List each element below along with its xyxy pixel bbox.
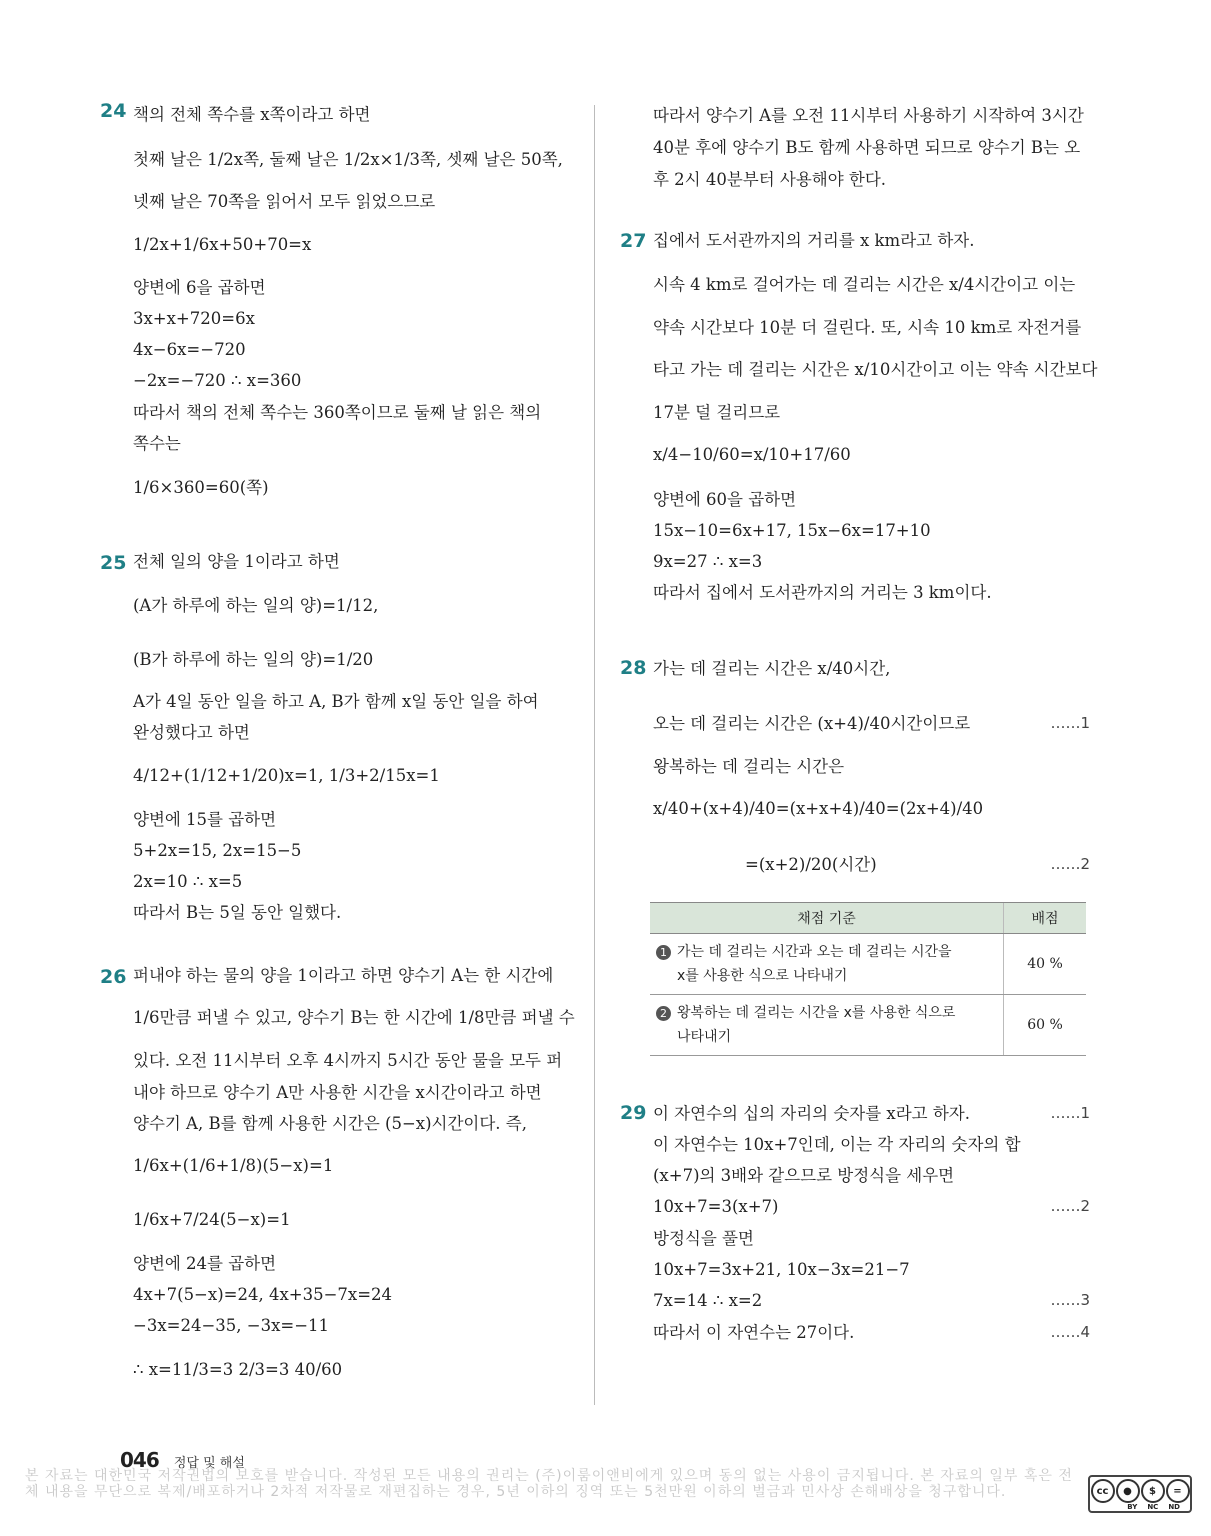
nc-label: NC <box>1147 1503 1159 1511</box>
table-header-points: 배점 <box>1004 903 1087 934</box>
points-cell: 60 % <box>1004 995 1087 1056</box>
line: 내야 하므로 양수기 A만 사용한 시간을 x시간이라고 하면 <box>133 1083 542 1102</box>
line: 전체 일의 양을 1이라고 하면 <box>133 552 340 571</box>
creative-commons-badge <box>1088 1475 1192 1513</box>
equation: 1/2x+1/6x+50+70=x <box>133 235 312 254</box>
criteria-cell <box>650 934 1004 995</box>
line: 따라서 집에서 도서관까지의 거리는 3 km이다. <box>653 583 992 602</box>
problem-28 <box>620 647 1090 1102</box>
equation: 9x=27 ∴ x=3 <box>653 552 763 571</box>
line: 타고 가는 데 걸리는 시간은 x/10시간이고 이는 약속 시간보다 <box>653 360 1098 379</box>
table-row <box>650 934 1086 995</box>
by-label: BY <box>1127 1503 1138 1511</box>
line: 40분 후에 양수기 B도 함께 사용하면 되므로 양수기 B는 오 <box>653 138 1081 157</box>
line: (B가 하루에 하는 일의 양)=1/20 <box>133 650 374 669</box>
copyright-notice: 본 자료는 대한민국 저작권법의 보호를 받습니다. 작성된 모든 내용의 권리는 (주)이룸이앤비에게 있으며 동의 없는 사용이 금지됩니다. 본 자료의 일부 혹은 전체 내용을 무단으로 복제/배포하거나 2차적 저작물로 재편집하는 경우, 5년 이하의 징역 또는 5천만원 이하의 벌금과 민사상 손해배상을 청구합니다. <box>25 1468 1073 1500</box>
by-icon: ● <box>1116 1479 1140 1503</box>
nd-label: ND <box>1168 1503 1180 1511</box>
table-row <box>650 995 1086 1056</box>
line: 왕복하는 데 걸리는 시간은 <box>653 757 845 776</box>
left-column <box>100 100 580 1388</box>
nc-icon: $ <box>1141 1479 1165 1503</box>
right-column <box>620 100 1098 1362</box>
scoring-table <box>650 902 1086 1056</box>
line: 양수기 A, B를 함께 사용한 시간은 (5−x)시간이다. 즉, <box>133 1114 527 1133</box>
step-marker-1: ……1 <box>1050 1104 1090 1122</box>
line: (x+7)의 3배와 같으므로 방정식을 세우면 <box>653 1166 955 1185</box>
criteria-text: 가는 데 걸리는 시간과 오는 데 걸리는 시간을 <box>677 944 952 960</box>
criteria-text: 나타내기 <box>677 1029 732 1045</box>
criteria-text: 왕복하는 데 걸리는 시간을 x를 사용한 식으로 <box>677 1005 956 1021</box>
step-marker-2: ……2 <box>1050 855 1090 873</box>
equation: 5+2x=15, 2x=15−5 <box>133 841 302 860</box>
equation: 4/12+(1/12+1/20)x=1, 1/3+2/15x=1 <box>133 766 440 785</box>
line: (A가 하루에 하는 일의 양)=1/12, <box>133 596 379 615</box>
page-label: 정답 및 해설 <box>173 1456 245 1471</box>
line: 가는 데 걸리는 시간은 x/40시간, <box>653 659 891 678</box>
equation: 7x=14 ∴ x=2 <box>653 1291 763 1310</box>
equation: 15x−10=6x+17, 15x−6x=17+10 <box>653 521 931 540</box>
problem-number: 29 <box>620 1102 647 1124</box>
problem-26-continued <box>620 100 1090 225</box>
line: 넷째 날은 70쪽을 읽어서 모두 읽었으므로 <box>133 192 436 211</box>
line: 이 자연수의 십의 자리의 숫자를 x라고 하자. <box>653 1104 970 1123</box>
line: 집에서 도서관까지의 거리를 x km라고 하자. <box>653 231 975 250</box>
equation: 10x+7=3x+21, 10x−3x=21−7 <box>653 1260 910 1279</box>
line: 양변에 15를 곱하면 <box>133 810 277 829</box>
line: 방정식을 풀면 <box>653 1229 754 1248</box>
line: 이 자연수는 10x+7인데, 이는 각 자리의 숫자의 합 <box>653 1135 1021 1154</box>
page-number: 046 <box>120 1448 159 1472</box>
line: 양변에 60을 곱하면 <box>653 490 797 509</box>
equation: 1/6x+7/24(5−x)=1 <box>133 1210 291 1229</box>
line: 따라서 양수기 A를 오전 11시부터 사용하기 시작하여 3시간 <box>653 106 1084 125</box>
points-cell: 40 % <box>1004 934 1087 995</box>
step-marker-4: ……4 <box>1050 1323 1090 1341</box>
problem-29 <box>620 1102 1090 1362</box>
table-header-criteria: 채점 기준 <box>650 903 1004 934</box>
line: A가 4일 동안 일을 하고 A, B가 함께 x일 동안 일을 하여 <box>133 692 539 711</box>
problem-number: 28 <box>620 657 647 679</box>
cc-icon: cc <box>1091 1479 1115 1503</box>
equation: ∴ x=11/3=3 2/3=3 40/60 <box>133 1360 343 1379</box>
line: 쪽수는 <box>133 434 181 453</box>
equation: x/4−10/60=x/10+17/60 <box>653 445 851 464</box>
problem-27 <box>620 225 1098 647</box>
column-divider <box>594 105 595 1405</box>
line: 양변에 24를 곱하면 <box>133 1254 277 1273</box>
equation: 1/6x+(1/6+1/8)(5−x)=1 <box>133 1156 334 1175</box>
problem-26 <box>100 948 580 1388</box>
equation: 4x−6x=−720 <box>133 340 246 359</box>
criteria-cell <box>650 995 1004 1056</box>
line: 따라서 책의 전체 쪽수는 360쪽이므로 둘째 날 읽은 책의 <box>133 403 542 422</box>
line: 책의 전체 쪽수를 x쪽이라고 하면 <box>133 105 371 124</box>
equation: 2x=10 ∴ x=5 <box>133 872 243 891</box>
line: 따라서 이 자연수는 27이다. <box>653 1323 855 1342</box>
problem-number: 25 <box>100 552 127 574</box>
problem-25 <box>100 530 580 948</box>
equation: 1/6×360=60(쪽) <box>133 478 269 497</box>
problem-number: 27 <box>620 230 647 252</box>
criteria-text: x를 사용한 식으로 나타내기 <box>677 968 848 984</box>
line: 양변에 6을 곱하면 <box>133 278 266 297</box>
line: 있다. 오전 11시부터 오후 4시까지 5시간 동안 물을 모두 퍼 <box>133 1051 563 1070</box>
line: 따라서 B는 5일 동안 일했다. <box>133 903 342 922</box>
line: 완성했다고 하면 <box>133 723 250 742</box>
line: 약속 시간보다 10분 더 걸린다. 또, 시속 10 km로 자전거를 <box>653 318 1082 337</box>
line: 첫째 날은 1/2x쪽, 둘째 날은 1/2x×1/3쪽, 셋째 날은 50쪽, <box>133 150 563 169</box>
problem-number: 26 <box>100 966 127 988</box>
line: 시속 4 km로 걸어가는 데 걸리는 시간은 x/4시간이고 이는 <box>653 275 1076 294</box>
line: 오는 데 걸리는 시간은 (x+4)/40시간이므로 <box>653 714 971 733</box>
line: 1/6만큼 퍼낼 수 있고, 양수기 B는 한 시간에 1/8만큼 퍼낼 수 <box>133 1008 575 1027</box>
step-marker-1: ……1 <box>1050 714 1090 732</box>
equation: 10x+7=3(x+7) <box>653 1197 779 1216</box>
problem-number: 24 <box>100 100 127 122</box>
equation: 3x+x+720=6x <box>133 309 255 328</box>
equation: −2x=−720 ∴ x=360 <box>133 371 302 390</box>
equation: −3x=24−35, −3x=−11 <box>133 1316 330 1335</box>
equation: x/40+(x+4)/40=(x+x+4)/40=(2x+4)/40 <box>653 799 984 818</box>
line: 후 2시 40분부터 사용해야 한다. <box>653 170 887 189</box>
equation: =(x+2)/20(시간) <box>745 855 877 874</box>
step-marker-2: ……2 <box>1050 1197 1090 1215</box>
line: 퍼내야 하는 물의 양을 1이라고 하면 양수기 A는 한 시간에 <box>133 966 554 985</box>
circled-number: 1 <box>656 945 671 960</box>
step-marker-3: ……3 <box>1050 1291 1090 1309</box>
nd-icon: = <box>1166 1479 1190 1503</box>
circled-number: 2 <box>656 1006 671 1021</box>
problem-24 <box>100 100 580 530</box>
equation: 4x+7(5−x)=24, 4x+35−7x=24 <box>133 1285 393 1304</box>
line: 17분 덜 걸리므로 <box>653 403 781 422</box>
